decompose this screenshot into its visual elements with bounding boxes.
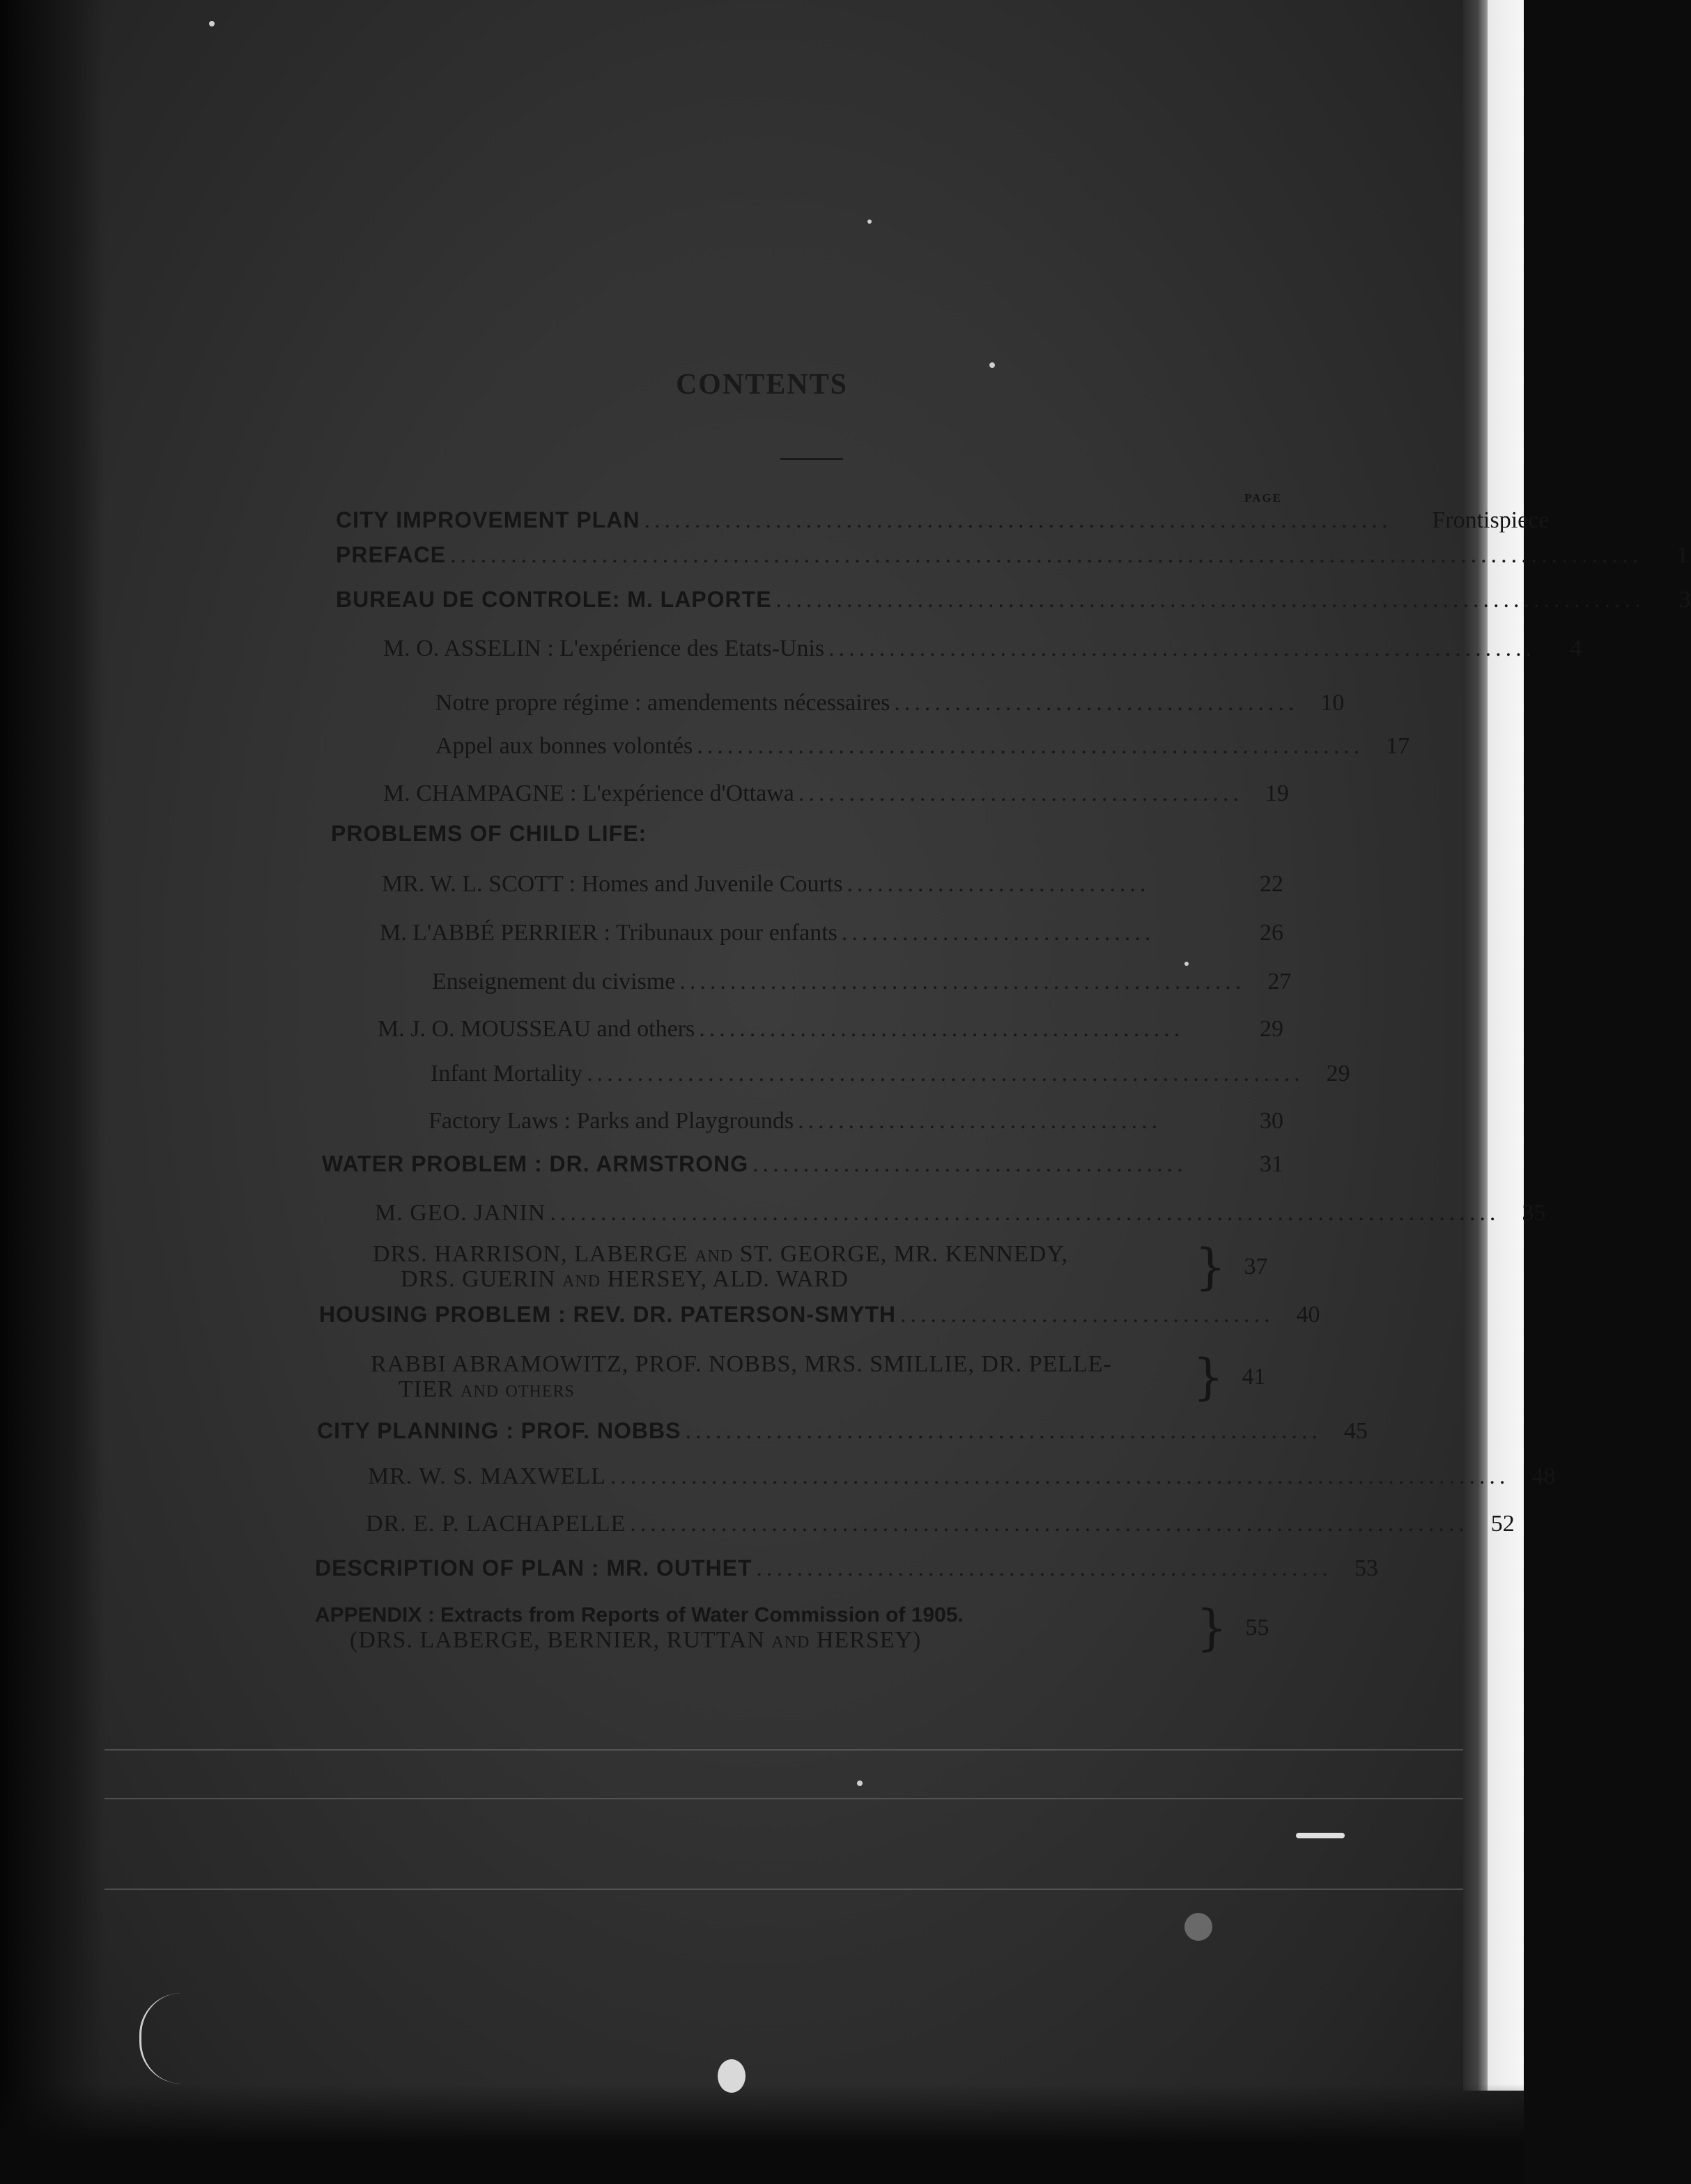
dust-speck: [989, 362, 995, 368]
title-rule: [780, 458, 843, 460]
toc-entry-label: [373, 1242, 1195, 1292]
right-brace: }: [1195, 1238, 1226, 1295]
leader-dots: .....................................: [900, 1302, 1274, 1328]
leader-dots: .......................................................................: [587, 1061, 1304, 1086]
leader-dots: ...................................................................................: [630, 1511, 1469, 1537]
leader-dots: .........................................................: [756, 1555, 1333, 1581]
toc-entry: [431, 1061, 1350, 1087]
toc-entry: [435, 690, 1345, 716]
toc-entry-label: [371, 1352, 1193, 1402]
binding-shadow: [0, 0, 105, 2184]
toc-entry: [435, 733, 1410, 760]
toc-entry-label: HOUSING PROBLEM : REV. DR. PATERSON-SMYTH: [319, 1302, 897, 1327]
fold-line: [105, 1749, 1463, 1751]
page-column-label: PAGE: [1244, 491, 1282, 505]
leader-dots: ......................................................................: [828, 636, 1536, 661]
dust-speck: [857, 1781, 863, 1786]
toc-entry-label: PREFACE: [336, 542, 447, 567]
dust-speck: [1184, 962, 1189, 966]
toc-entry-label: MR. W. S. MAXWELL: [368, 1463, 606, 1489]
toc-entry-page: 41: [1242, 1364, 1266, 1390]
toc-entry-page: 35: [1522, 1200, 1546, 1226]
toc-entry-label-line: APPENDIX : Extracts from Reports of Water Commission of 1905.: [315, 1604, 964, 1627]
toc-entry-label: Infant Mortality: [431, 1061, 583, 1086]
leader-dots: ............................................: [798, 780, 1243, 806]
toc-entry-label: CITY IMPROVEMENT PLAN: [336, 507, 640, 532]
page-edge: [1488, 0, 1524, 2091]
leader-dots: ................................................: [699, 1016, 1184, 1042]
toc-entry: [317, 1418, 1368, 1445]
toc-entry: [336, 507, 1550, 534]
toc-entry-label: M. J. O. MOUSSEAU and others: [378, 1016, 695, 1042]
toc-entry: [432, 969, 1292, 995]
toc-entry-page: 22: [1260, 871, 1283, 897]
toc-entry-page: 10: [1320, 690, 1345, 716]
dust-speck: [867, 220, 872, 224]
toc-entry-multiline: [315, 1599, 1283, 1656]
toc-entry-label-line: (DRS. LABERGE, BERNIER, RUTTAN and HERSEY): [350, 1627, 922, 1653]
toc-entry-page: 37: [1244, 1254, 1268, 1279]
right-brace: }: [1196, 1599, 1228, 1656]
toc-entry-page: 31: [1260, 1151, 1283, 1177]
toc-entry-label: PROBLEMS OF CHILD LIFE:: [331, 821, 647, 846]
toc-section-heading: [331, 821, 1283, 847]
toc-entry-label: M. L'ABBÉ PERRIER : Tribunaux pour enfants: [380, 920, 837, 946]
toc-entry-label: M. O. ASSELIN : L'expérience des Etats-Unis: [383, 636, 825, 661]
leader-dots: ...............................: [841, 920, 1155, 946]
leader-dots: ......................................................................................: [775, 587, 1645, 613]
leader-dots: ........................................: [894, 690, 1299, 716]
toc-entry-page: 53: [1354, 1555, 1379, 1581]
toc-entry-page: 45: [1343, 1418, 1368, 1444]
toc-entry-page: 19: [1265, 780, 1289, 806]
leader-dots: ......................................................................................................................: [450, 542, 1643, 568]
toc-entry: [368, 1463, 1556, 1490]
leader-dots: ..............................: [847, 871, 1150, 897]
toc-entry-page: 27: [1267, 969, 1292, 994]
toc-entry-page: 48: [1531, 1463, 1556, 1489]
toc-entry-label-line: TIER and others: [399, 1376, 575, 1402]
toc-entry-label: Enseignement du civisme: [432, 969, 676, 994]
glare-spot: [1184, 1913, 1212, 1941]
toc-entry-label: Appel aux bonnes volontés: [435, 733, 693, 759]
toc-entry-label: Notre propre régime : amendements nécessaires: [435, 690, 890, 716]
toc-entry-page: 29: [1260, 1016, 1283, 1042]
fold-line: [105, 1798, 1463, 1799]
leader-dots: ..............................................................................................: [550, 1200, 1500, 1226]
toc-entry: [322, 1151, 1283, 1178]
toc-entry-label: Factory Laws : Parks and Playgrounds: [428, 1108, 794, 1134]
toc-entry: [383, 636, 1582, 662]
leader-dots: .........................................................................................: [610, 1463, 1510, 1489]
dust-speck: [209, 21, 215, 26]
toc-entry: [336, 587, 1691, 613]
leader-dots: ..........................................................................: [644, 507, 1392, 533]
toc-entry: [383, 780, 1289, 807]
toc-entry-page: 26: [1260, 920, 1283, 946]
toc-entry: [315, 1555, 1379, 1582]
toc-entry-page: 55: [1245, 1615, 1269, 1640]
toc-entry-label: M. CHAMPAGNE : L'expérience d'Ottawa: [383, 780, 794, 806]
toc-entry: [382, 871, 1283, 898]
toc-entry-multiline: [371, 1348, 1283, 1406]
toc-entry-label: [315, 1603, 1196, 1653]
toc-entry-page: 29: [1326, 1061, 1350, 1086]
toc-entry: [319, 1302, 1320, 1328]
toc-entry-label: BUREAU DE CONTROLE: M. LAPORTE: [336, 587, 772, 612]
toc-entry-multiline: [373, 1238, 1283, 1295]
leader-dots: ...............................................................: [685, 1418, 1322, 1444]
right-brace: }: [1193, 1348, 1224, 1406]
toc-entry-label: DR. E. P. LACHAPELLE: [366, 1511, 626, 1537]
leader-dots: ....................................: [798, 1108, 1162, 1134]
bottom-shadow: [0, 2084, 1524, 2184]
page-edge-shadow: [1463, 0, 1488, 2091]
toc-entry: [378, 1016, 1283, 1043]
toc-entry: [375, 1200, 1546, 1226]
page-title: CONTENTS: [675, 369, 849, 401]
toc-entry: [428, 1108, 1283, 1135]
toc-entry-page: 17: [1386, 733, 1410, 759]
toc-entry-label-line: RABBI ABRAMOWITZ, PROF. NOBBS, MRS. SMILLIE, DR. PELLE-: [371, 1351, 1112, 1377]
toc-entry: [366, 1511, 1515, 1537]
toc-entry-label-line: DRS. GUERIN and HERSEY, ALD. WARD: [401, 1266, 849, 1292]
leader-dots: ........................................................: [679, 969, 1246, 994]
toc-entry-label: M. GEO. JANIN: [375, 1200, 546, 1226]
toc-entry-page: 52: [1490, 1511, 1515, 1537]
toc-entry-label: MR. W. L. SCOTT : Homes and Juvenile Courts: [382, 871, 843, 897]
dust-blot: [718, 2059, 746, 2093]
toc-entry-page: 4: [1570, 636, 1582, 661]
toc-entry: [380, 920, 1283, 946]
toc-entry-page: 40: [1296, 1302, 1320, 1328]
toc-entry-page: Frontispiece: [1432, 507, 1550, 533]
toc-entry-page: 1: [1676, 542, 1689, 568]
toc-entry-label-line: DRS. HARRISON, LABERGE and ST. GEORGE, MR. KENNEDY,: [373, 1241, 1069, 1267]
fold-line: [105, 1889, 1463, 1890]
leader-dots: ...........................................: [752, 1151, 1187, 1177]
toc-entry-page: 3: [1678, 587, 1691, 613]
toc-entry-label: CITY PLANNING : PROF. NOBBS: [317, 1418, 681, 1443]
toc-entry: [336, 542, 1689, 569]
toc-entry-label: DESCRIPTION OF PLAN : MR. OUTHET: [315, 1555, 752, 1581]
toc-entry-label: WATER PROBLEM : DR. ARMSTRONG: [322, 1151, 749, 1176]
toc-entry-page: 30: [1260, 1108, 1283, 1134]
scratch-mark: [139, 1993, 183, 2084]
leader-dots: ..................................................................: [697, 733, 1364, 759]
dust-streak: [1296, 1833, 1345, 1838]
